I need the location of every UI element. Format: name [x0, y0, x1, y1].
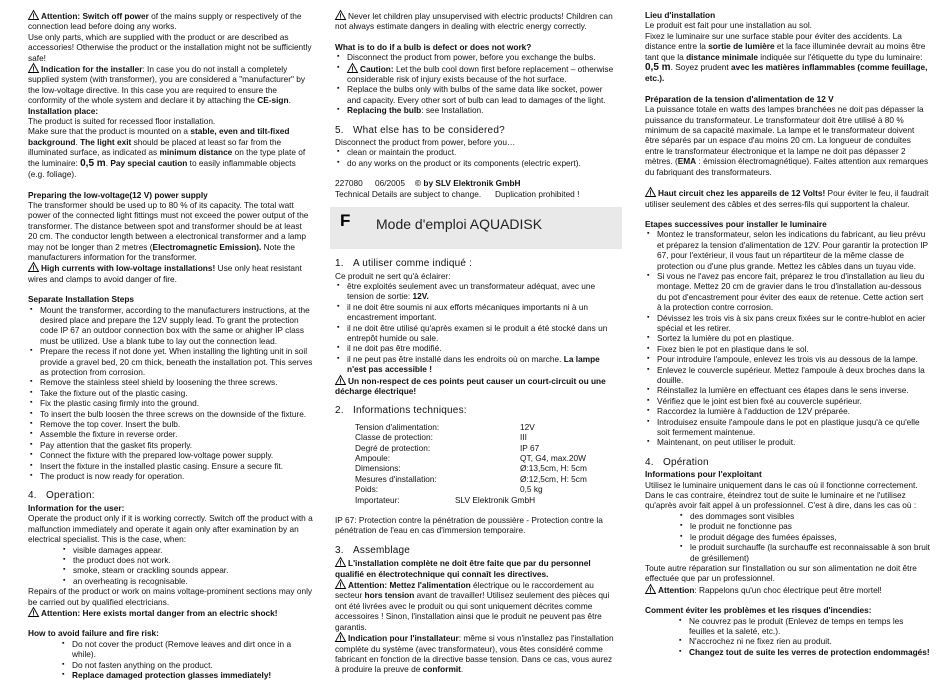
list-item: ▪ To insert the bulb loosen the three screws on the downside of the fixture. [28, 409, 313, 419]
warning-triangle-icon [28, 10, 39, 20]
list-item: ▪ il ne doit être soumis ni aux efforts mécaniques importants ni à un encastrement important. [335, 302, 618, 323]
s3-heading: 3. Assemblage [335, 544, 411, 556]
etapes-list [645, 229, 930, 448]
list-item: ▪ Mount the transformer, according to the manufacturers instructions, at the desired place and prepare the 12V supply lead. To grant the protection code IP 67 an outdoor connection box with the same or ahigher IP class must be utilized. Use a blank tube to lay out the connection lead. [28, 305, 313, 347]
list-item: ▪ Remove the stainless steel shield by loosening the three screws. [28, 377, 313, 387]
make-sure-text: Make sure that the product is mounted on a stable, even and tilt-fixed background. The light exit should be placed at least so far from the illuminated surface, as indicated as minimum distance on the type plate of the luminaire: 0,5 m. Pay special caution to easily inflammable objects (e.g. foliage). [28, 126, 306, 180]
tech-value: Ø:12,5cm, H: 5cm [520, 473, 587, 484]
french-title: Mode d'emploi AQUADISK [376, 216, 543, 233]
table-row [355, 453, 587, 463]
info-fr-heading: Informations pour l'exploitant [645, 469, 762, 480]
else-heading: 5. What else has to be considered? [335, 124, 505, 136]
warning-triangle-icon [335, 632, 346, 642]
svg-text:!: ▪ ! [351, 66, 354, 74]
rappel-warning: ! Attention: Rappelons qu'un choc électrique peut être mortel! [645, 584, 930, 595]
etapes-heading: Etapes successives pour installer le luminaire [645, 218, 827, 229]
warning-triangle-icon [645, 187, 656, 197]
tech-key: Mesures d'installation: [355, 473, 437, 484]
list-item: ▪ do any works on the product or its components (electric expert). [335, 158, 618, 168]
info-user-heading: Information for the user: [28, 502, 125, 513]
warning-triangle-icon [28, 607, 39, 617]
list-item: ▪ Introduisez ensuite l'ampoule dans le pot en plastique jusqu'à ce qu'elle soit fermement maintenue. [645, 417, 930, 438]
lieu-text-2: Fixez le luminaire sur une surface stable pour éviter des accidents. La distance entre la sortie de lumière et la face illuminée devrait au moins être tant que la distance minimale indiquée sur l'étiquette du type du luminaire: 0,5 m. Soyez prudent avec les matières inflammables (comme feuillage, etc.). [645, 30, 928, 84]
warning-triangle-icon [28, 63, 39, 73]
mortal-warning: ! Attention: Here exists mortal danger from an electric shock! [28, 607, 313, 618]
lieu-text-1: Le produit est fait pour une installation au sol. [645, 20, 812, 31]
operation-heading: 4. Operation: [28, 490, 95, 502]
table-row [355, 443, 587, 453]
warning-triangle-icon [335, 375, 346, 385]
indication-installer: ! Indication for the installer: In case you do not install a completely supplied system (with transformer), you are considered a "manufacturer" by the low-voltage directive. In this case you are required to ensure the conformity of the whole system and declare it by attaching the CE-sign. [28, 64, 306, 106]
importer-key: Importateur: [355, 494, 400, 505]
list-item: ▪ Sortez la lumière du pot en plastique. [645, 333, 930, 343]
list-item: ▪ Fixez bien le pot en plastique dans le sol. [645, 344, 930, 354]
avoid-list [28, 639, 313, 680]
list-item: ▪ Insert the fixture in the installed plastic casing. Ensure a secure fit. [28, 461, 313, 471]
list-item: ▪ an overheating is recognisable. [28, 576, 313, 586]
article-code: 227080 [335, 178, 363, 189]
column-english-1 [28, 10, 313, 680]
list-item: ▪ Pour introduire l'ampoule, enlevez les trois vis au dessous de la lampe. [645, 354, 930, 364]
warning-triangle-icon [335, 10, 346, 20]
else-list [335, 147, 618, 168]
ip67-text: IP 67: Protection contre la pénétration de poussière - Protection contre la pénétration de l'eau en cas d'immersion temporaire. [335, 515, 603, 536]
eviter-list [645, 616, 930, 658]
list-item: ▪ Replace damaged protection glasses immediately! [28, 670, 313, 680]
info-user-text: Operate the product only if it is working correctly. Switch off the product with a malfunction immediately and operate it again only after examination by an electrical specialist. This is the case, when: [28, 513, 313, 545]
list-item: ▪ clean or maintain the product. [335, 147, 618, 157]
list-item: ▪ Raccordez la lumière à l'adduction de 12V préparée. [645, 406, 930, 416]
table-row [355, 463, 587, 473]
footer-date: 06/2005 [375, 178, 405, 189]
list-item: ▪ smoke, steam or crackling sounds appear. [28, 565, 313, 575]
list-item: ▪ le produit ne fonctionne pas [645, 521, 930, 531]
s1-intro: Ce produit ne sert qu'à éclairer: [335, 270, 451, 281]
svg-text:!: ! [339, 582, 342, 590]
else-intro: Disconnect the product from power, before you… [335, 137, 516, 148]
operation-fr-heading: 4. Opération [645, 456, 709, 468]
svg-text:!: ! [32, 66, 35, 74]
s1-list [335, 281, 618, 375]
list-item: ▪ Remove the top cover. Insert the bulb. [28, 419, 313, 429]
tech-value: Ø:13,5cm, H: 5cm [520, 463, 587, 474]
tech-value: IP 67 [520, 442, 540, 453]
tech-key: Ampoule: [355, 453, 391, 463]
tech-key: Tension d'alimentation: [355, 421, 440, 432]
indication-installateur: ! Indication pour l'installateur: même si vous n'installez pas l'installation complète du système (avec transformateur), vous êtes considéré comme fabricant en fonction de la directive basse tension. Dans ce cas, vous aurez à produire la preuve de conformit. [335, 633, 614, 675]
tech-key: Classe de protection: [355, 432, 433, 443]
s3-warning: ! L'installation complète ne doit être faite que par du personnel qualifié en électrotechnique qui connaît les directives. [335, 558, 591, 579]
list-item: ▪ Do not fasten anything on the product. [28, 660, 313, 670]
list-item: ▪ Do not cover the product (Remove leaves and dirt once in a while). [28, 639, 313, 660]
list-item: ▪ Replacing the bulb: see Installation. [335, 105, 618, 115]
list-item: ▪ Changez tout de suite les verres de protection endommagés! [645, 647, 930, 657]
avoid-heading: How to avoid failure and fire risk: [28, 628, 159, 639]
duplication-note: Duplication prohibited ! [495, 188, 580, 199]
installation-place-heading: Installation place: [28, 105, 99, 116]
warning-triangle-icon [645, 584, 656, 594]
warning-triangle-icon [347, 63, 358, 73]
language-letter: F [340, 211, 351, 231]
suited-text: The product is suited for recessed floor installation. [28, 116, 216, 127]
table-row [355, 484, 587, 494]
list-item: ▪ le produit surchauffe (la surchauffe est reconnaissable à son bruit de grésillement) [645, 542, 930, 563]
tech-key: Degré de protection: [355, 442, 431, 453]
list-item: ▪ il ne doit être utilisé qu'après examen si le produit a été stocké dans un entrepôt humide ou sale. [335, 323, 618, 344]
list-item: ▪ des dommages sont visibles [645, 511, 930, 521]
warning-triangle-icon [28, 262, 39, 272]
list-item: ▪ Take the fixture out of the plastic casing. [28, 388, 313, 398]
list-item: ▪ être exploités seulement avec un transformateur adéquat, avec une tension de sortie: 12V. [335, 281, 618, 302]
list-item: ▪ Dévissez les trois vis à six pans creux fixées sur le contre-hublot en acier spécial et les retirer. [645, 313, 930, 334]
svg-text:!: ! [32, 610, 35, 618]
attention-text: ! Attention: Mettez l'alimentation électrique ou le raccordement au secteur hors tension avant de travailler! Utilisez seulement des pièces qui ont été livrées avec le produit ou qui sont uniquement décrites comme accessoires ! Sinon, l'installation ainsi que le produit ne peuvent pas être garantis. [335, 580, 610, 632]
column-french-2 [645, 10, 930, 657]
tech-value: 0,5 kg [520, 484, 543, 495]
prep-fr-text: La puissance totale en watts des lampes branchées ne doit pas dépasser la puissance du transformateur. Le transformateur doit être utilisé à 80 % minimum de sa capacité maximale. La lampe et le transformateur doivent être séparés par un espace d'au moins 20 cm. La longueur de conduites entre le transformateur électronique et la lampe ne doit pas dépasser 2 mètres. (EMA : émission électromagnétique). Faites attention aux remarques du fabriquant des transformateurs. [645, 104, 929, 177]
list-item: ▪ Si vous ne l'avez pas encore fait, préparez le trou d'installation au lieu du montage. Mettez 20 cm de gravier dans le trou d'installation au-dessous du pot d'encastrement pour éviter des eaux de retenue. Cette action sert à la protection contre corrosion. [645, 271, 930, 313]
tech-key: Poids: [355, 484, 379, 495]
repair-fr-text: Toute autre réparation sur l'installation ou sur son alimentation ne doit être effectuée que par un professionnel. [645, 562, 917, 584]
defect-heading: What is to do if a bulb is defect or does not work? [335, 41, 532, 52]
list-item: ▪ Maintenant, on peut utiliser le produit. [645, 437, 930, 447]
list-item: ▪ il ne doit pas être modifié. [335, 343, 618, 353]
table-row [355, 422, 587, 432]
svg-text:!: ! [339, 635, 342, 643]
list-item: ▪ Replace the bulbs only with bulbs of the same data like socket, power and capacity. Every other sort of bulb can lead to damages of the light. [335, 84, 618, 105]
svg-text:!: ! [339, 13, 342, 21]
warning-triangle-icon [335, 557, 346, 567]
haut-circuit-warning: ! Haut circuit chez les appareils de 12 Volts! Pour éviter le feu, il faudrait utiliser seulement des câbles et des serres-fils qui supportent la chaleur. [645, 188, 929, 209]
cases-list [28, 545, 313, 587]
eviter-heading: Comment éviter les problèmes et les risques d'incendies: [645, 605, 872, 616]
list-item: ▪ ! Caution: Let the bulb cool down first before replacement – otherwise considerable risk of injury exists because of the hot surface. [335, 63, 618, 85]
cases-fr-list [645, 511, 930, 563]
french-header-bar [330, 207, 622, 249]
warning-power: ! Attention: Switch off power of the mains supply or respectively of the connection lead before doing any works. [28, 11, 302, 32]
list-item: ▪ Disconnect the product from power, before you exchange the bulbs. [335, 52, 618, 62]
svg-text:!: ! [339, 378, 342, 386]
preparing-text: The transformer should be used up to 80 % of its capacity. The total watt power of the connected light fittings must not exceed the power output of the transformer. The distance between spot and transformer should be at least 20 cm. The conductor length between a electronical transformer and a lamp may not be longer than 2 metres (Electromagnetic Emission). Note the manufacturers information for the transformer. [28, 199, 309, 262]
technical-details-note: Technical Details are subject to change. [335, 188, 482, 199]
s1-heading: 1. A utiliser comme indiqué : [335, 258, 473, 270]
footer-line [335, 178, 618, 188]
tech-value: QT, G4, max.20W [520, 453, 586, 463]
list-item: ▪ visible damages appear. [28, 545, 313, 555]
list-item: ▪ il ne peut pas être installé dans les endroits où on marche. La lampe n'est pas accessible ! [335, 354, 618, 375]
list-item: ▪ Pay attention that the gasket fits properly. [28, 440, 313, 450]
svg-text:!: ! [649, 190, 652, 198]
list-item: ▪ Ne couvrez pas le produit (Enlevez de temps en temps les feuilles et la saleté, etc.). [645, 616, 930, 637]
table-row [355, 432, 587, 442]
list-item: ▪ Fix the plastic casing firmly into the ground. [28, 398, 313, 408]
children-warning: ! Never let children play unsupervised with electric products! Children can not always estimate dangers in dealing with electric energy correctly. [335, 11, 613, 32]
list-item: ▪ le produit dégage des fumées épaisses, [645, 532, 930, 542]
s2-heading: 2. Informations techniques: [335, 405, 467, 417]
preparing-heading: Preparing the low-voltage(12 V) power supply [28, 189, 208, 200]
column-english-french [335, 10, 618, 675]
footer-line-2 [335, 189, 618, 199]
s1-warning: ! Un non-respect de ces points peut causer un court-circuit ou une décharge électrique! [335, 375, 606, 396]
list-item: ▪ Prepare the recess if not done yet. When installing the lighting unit in soil provide a gravel bed, 20 cm thick, beneath the installation pot. This serves as protection from corrosion. [28, 346, 313, 377]
info-fr-text: Utilisez le luminaire uniquement dans le cas où il fonctionne correctement. Dans le cas contraire, éteindrez tout de suite le luminaire et ne l'utilisez qu'après avoir fait appel à un professionnel. C'est à dire, dans les cas où : [645, 479, 918, 511]
list-item: ▪ Connect the fixture with the prepared low-voltage power supply. [28, 450, 313, 460]
svg-text:!: ! [339, 560, 342, 568]
svg-text:!: ! [649, 587, 652, 595]
list-item: ▪ Réinstallez la lumière en effectuant ces étapes dans le sens inverse. [645, 385, 930, 395]
lieu-heading: Lieu d'installation [645, 10, 716, 20]
tech-value: III [520, 432, 527, 443]
importer-row [355, 495, 618, 505]
prep-fr-heading: Préparation de la tension d'alimentation de 12 V [645, 93, 834, 104]
copyright: © by SLV Elektronik GmbH [415, 178, 521, 189]
tech-value: 12V [520, 421, 535, 432]
list-item: ▪ Enlevez le couvercle supérieur. Mettez l'ampoule à deux broches dans la douille. [645, 365, 930, 386]
importer-value: SLV Elektronik GmbH [455, 494, 536, 505]
list-item: ▪ Assemble the fixture in reverse order. [28, 429, 313, 439]
steps-heading: Separate Installation Steps [28, 294, 135, 305]
steps-list [28, 305, 313, 482]
high-currents-warning: ! High currents with low-voltage installations! Use only heat resistant wires and clamps to avoid danger of fire. [28, 263, 302, 284]
svg-text:!: ! [32, 265, 35, 273]
list-item: ▪ Vérifiez que le joint est bien fixé au couvercle supérieur. [645, 396, 930, 406]
list-item: ▪ Montez le transformateur, selon les indications du fabricant, au lieu prévu et préparez la tension d'alimentation de 12V. Pour garantir la protection IP 67, pour l'extérieur, il vous faut un répartiteur de la même classe de protection ou d'une plus grande. Mettez les câbles dans un tuyau vide. [645, 229, 930, 271]
warning-triangle-icon [335, 579, 346, 589]
repairs-text: Repairs of the product or work on mains voltage-prominent sections may only be carried out by qualified electricians. [28, 586, 313, 607]
list-item: ▪ N'accrochez ni ne fixez rien au produit. [645, 636, 930, 646]
table-row [355, 474, 587, 484]
use-only-text: Use only parts, which are supplied with the product or are described as accessories! Otherwise the product or the installation might not be sufficiently safe! [28, 31, 312, 63]
tech-table [355, 422, 587, 495]
defect-list [335, 52, 618, 115]
list-item: ▪ The product is now ready for operation. [28, 471, 313, 481]
list-item: ▪ the product does not work. [28, 555, 313, 565]
tech-key: Dimensions: [355, 463, 401, 474]
svg-text:!: ! [32, 13, 35, 21]
